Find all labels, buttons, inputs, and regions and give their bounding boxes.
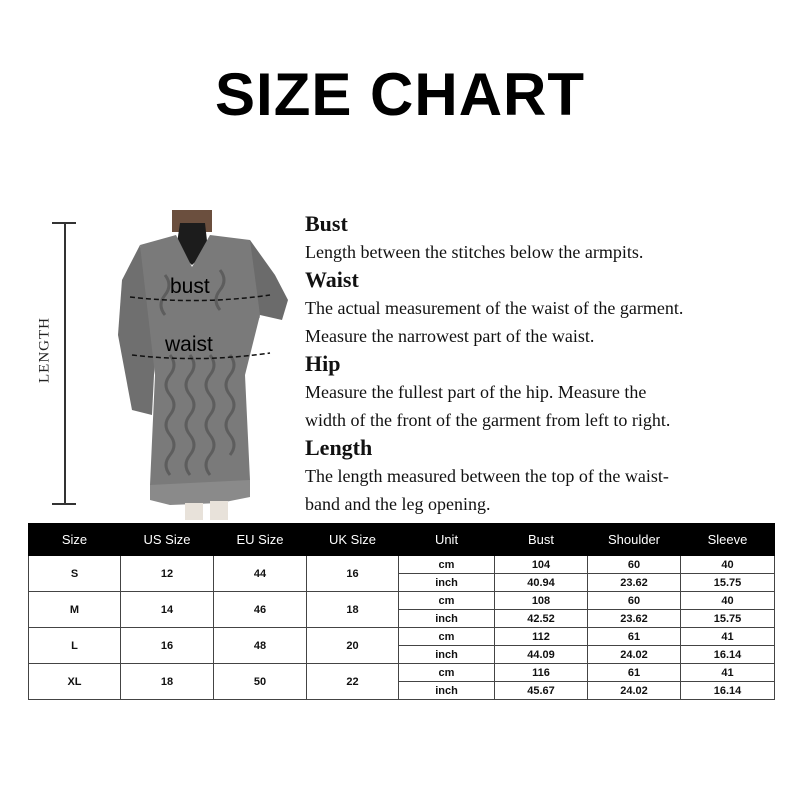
cell-bust: 42.52 xyxy=(495,610,588,628)
cell-unit: cm xyxy=(399,592,495,610)
length-arrow-line xyxy=(64,223,66,505)
cell-unit: cm xyxy=(399,556,495,574)
size-table xyxy=(28,523,775,700)
cell-us-size: 12 xyxy=(121,556,214,592)
definition-term: Bust xyxy=(305,211,348,236)
table-row xyxy=(29,592,775,610)
definition-term: Length xyxy=(305,435,373,460)
header-sleeve: Sleeve xyxy=(681,524,775,556)
cell-bust: 112 xyxy=(495,628,588,646)
cell-sleeve: 41 xyxy=(681,628,775,646)
cell-unit: inch xyxy=(399,646,495,664)
header-bust: Bust xyxy=(495,524,588,556)
cell-size: S xyxy=(29,556,121,592)
cell-bust: 40.94 xyxy=(495,574,588,592)
cell-size: M xyxy=(29,592,121,628)
cell-unit: inch xyxy=(399,574,495,592)
cell-unit: inch xyxy=(399,682,495,700)
cell-uk-size: 16 xyxy=(307,556,399,592)
table-row xyxy=(29,556,775,574)
cell-unit: cm xyxy=(399,628,495,646)
header-shoulder: Shoulder xyxy=(588,524,681,556)
cell-sleeve: 16.14 xyxy=(681,682,775,700)
sweater-photo xyxy=(110,205,300,520)
definition-text: Length between the stitches below the armpits. xyxy=(305,242,644,262)
definition-text: Measure the fullest part of the hip. Measure the xyxy=(305,382,647,402)
cell-sleeve: 16.14 xyxy=(681,646,775,664)
definition-text: Measure the narrowest part of the waist. xyxy=(305,326,595,346)
cell-uk-size: 22 xyxy=(307,664,399,700)
cell-sleeve: 15.75 xyxy=(681,610,775,628)
cell-sleeve: 40 xyxy=(681,556,775,574)
cell-eu-size: 46 xyxy=(214,592,307,628)
definition-hip xyxy=(305,350,795,434)
cell-bust: 116 xyxy=(495,664,588,682)
cell-shoulder: 61 xyxy=(588,664,681,682)
cell-uk-size: 20 xyxy=(307,628,399,664)
cell-unit: inch xyxy=(399,610,495,628)
cell-us-size: 14 xyxy=(121,592,214,628)
cell-size: L xyxy=(29,628,121,664)
cell-bust: 44.09 xyxy=(495,646,588,664)
cell-shoulder: 23.62 xyxy=(588,610,681,628)
cell-unit: cm xyxy=(399,664,495,682)
cell-sleeve: 41 xyxy=(681,664,775,682)
cell-eu-size: 44 xyxy=(214,556,307,592)
definition-text: The length measured between the top of the waist- xyxy=(305,466,669,486)
header-unit: Unit xyxy=(399,524,495,556)
cell-shoulder: 23.62 xyxy=(588,574,681,592)
garment-figure xyxy=(30,205,300,520)
definition-term: Waist xyxy=(305,267,359,292)
table-row xyxy=(29,664,775,682)
definition-text: The actual measurement of the waist of the garment. xyxy=(305,298,684,318)
cell-size: XL xyxy=(29,664,121,700)
cell-uk-size: 18 xyxy=(307,592,399,628)
definition-bust xyxy=(305,210,795,266)
cell-bust: 104 xyxy=(495,556,588,574)
waist-label: waist xyxy=(165,333,213,356)
header-us-size: US Size xyxy=(121,524,214,556)
definition-text: width of the front of the garment from left to right. xyxy=(305,410,671,430)
table-row xyxy=(29,628,775,646)
table-header-row xyxy=(29,524,775,556)
header-size: Size xyxy=(29,524,121,556)
bust-label: bust xyxy=(170,275,210,298)
cell-us-size: 18 xyxy=(121,664,214,700)
page-title: SIZE CHART xyxy=(215,61,585,128)
definition-term: Hip xyxy=(305,351,341,376)
definition-waist xyxy=(305,266,795,350)
cell-sleeve: 40 xyxy=(681,592,775,610)
cell-bust: 45.67 xyxy=(495,682,588,700)
length-arrow-top-cap xyxy=(52,222,76,224)
cell-shoulder: 24.02 xyxy=(588,682,681,700)
cell-eu-size: 50 xyxy=(214,664,307,700)
header-uk-size: UK Size xyxy=(307,524,399,556)
length-arrow-bottom-cap xyxy=(52,503,76,505)
cell-shoulder: 60 xyxy=(588,556,681,574)
cell-bust: 108 xyxy=(495,592,588,610)
length-label: LENGTH xyxy=(36,317,53,383)
definition-length xyxy=(305,434,795,518)
cell-shoulder: 60 xyxy=(588,592,681,610)
cell-sleeve: 15.75 xyxy=(681,574,775,592)
measurement-definitions xyxy=(305,210,795,518)
cell-eu-size: 48 xyxy=(214,628,307,664)
cell-shoulder: 24.02 xyxy=(588,646,681,664)
cell-shoulder: 61 xyxy=(588,628,681,646)
cell-us-size: 16 xyxy=(121,628,214,664)
definition-text: band and the leg opening. xyxy=(305,494,491,514)
header-eu-size: EU Size xyxy=(214,524,307,556)
